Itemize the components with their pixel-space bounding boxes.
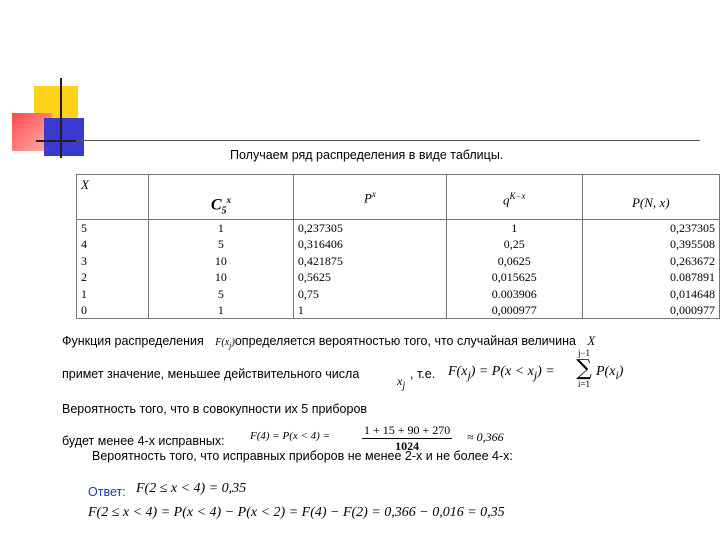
c-value: 5 bbox=[217, 286, 224, 301]
formula-xj bbox=[397, 374, 405, 391]
c-value: 10 bbox=[214, 253, 227, 268]
p-value: 0,237305 bbox=[297, 221, 343, 235]
answer-formula-full: F(2 ≤ x < 4) = P(x < 4) − P(x < 2) = F(4) − F(2) = 0,366 − 0,016 = 0,35 bbox=[88, 505, 505, 520]
distribution-table bbox=[76, 174, 720, 319]
c-value: 1 bbox=[217, 221, 224, 235]
table-body-row bbox=[77, 220, 720, 319]
table-header-row bbox=[77, 175, 720, 220]
q-value: 0.003906 bbox=[491, 286, 537, 301]
formula-part: F(x bbox=[215, 337, 230, 348]
x-value: 5 bbox=[81, 221, 87, 235]
sum-sign: ∑ bbox=[576, 356, 592, 381]
sum-upper-limit: j−1 bbox=[577, 348, 591, 358]
column-p-values bbox=[293, 220, 446, 319]
text-fragment: определяется вероятностью того, что случайная величина bbox=[234, 334, 576, 348]
formula-sum-term bbox=[596, 364, 623, 382]
p-value: 0,421875 bbox=[297, 253, 343, 268]
pn-value: 0,014648 bbox=[670, 286, 715, 301]
pn-value: 0,237305 bbox=[670, 221, 715, 235]
column-c-values bbox=[148, 220, 293, 319]
header-x-label: X bbox=[81, 177, 89, 192]
pn-value: 0,263672 bbox=[670, 253, 715, 268]
text-fragment-ie: , т.е. bbox=[410, 367, 436, 381]
formula-part: x bbox=[397, 374, 403, 388]
x-value: 3 bbox=[81, 253, 87, 268]
pn-value: 0.087891 bbox=[670, 270, 715, 285]
formula-part: P(x bbox=[596, 364, 616, 379]
formula-sub: j bbox=[533, 368, 538, 382]
text-fragment: примет значение, меньшее действительного числа bbox=[62, 367, 360, 381]
variable-x: X bbox=[587, 334, 596, 348]
q-value: 1 bbox=[511, 221, 518, 235]
q-value: 0,015625 bbox=[491, 270, 537, 285]
summation bbox=[572, 349, 596, 389]
decor-horizontal-line-thick bbox=[36, 140, 76, 142]
formula-sub: j bbox=[467, 368, 471, 382]
p-value: 0,75 bbox=[297, 286, 319, 301]
answer-label: Ответ: bbox=[88, 485, 126, 499]
c-value: 5 bbox=[217, 237, 224, 252]
formula-part: ) bbox=[231, 337, 235, 348]
p-value: 1 bbox=[297, 303, 304, 318]
pn-value: 0,395508 bbox=[670, 237, 715, 252]
text-line-less-than bbox=[62, 367, 359, 381]
p-value: 0,316406 bbox=[297, 237, 343, 252]
c-value: 1 bbox=[217, 303, 224, 318]
decor-blue-square bbox=[44, 118, 84, 156]
formula-sub: j bbox=[229, 341, 232, 350]
pn-value: 0,000977 bbox=[670, 303, 715, 318]
text-line-probability: Вероятность того, что в совокупности их 5 приборов bbox=[62, 402, 368, 416]
q-value: 0,000977 bbox=[491, 303, 537, 318]
fraction-denominator: 1024 bbox=[395, 439, 420, 453]
decor-horizontal-line bbox=[36, 140, 700, 141]
formula-part: ) bbox=[618, 364, 624, 379]
slide-title: Получаем ряд распределения в виде таблицы. bbox=[230, 148, 504, 162]
formula-sub: j bbox=[402, 380, 406, 392]
header-q-label: $q^{K-x}$ bbox=[502, 191, 526, 208]
header-c-label: $C_5^x$ bbox=[210, 195, 231, 217]
header-pn-label: P(N, x) bbox=[631, 195, 670, 210]
formula-f4: F(4) = P(x < 4) = bbox=[250, 430, 330, 442]
p-value: 0,5625 bbox=[297, 270, 331, 285]
decor-vertical-line bbox=[60, 78, 62, 158]
header-c bbox=[148, 175, 293, 220]
column-x-values bbox=[77, 220, 149, 319]
formula-sub: i bbox=[615, 368, 619, 382]
fraction-numerator: 1 + 15 + 90 + 270 bbox=[364, 423, 451, 437]
q-value: 0,25 bbox=[503, 237, 525, 252]
formula-part: ) = bbox=[537, 364, 555, 379]
formula-f4-result: ≈ 0,366 bbox=[467, 430, 504, 444]
header-p-label: $P^x$ bbox=[363, 189, 376, 206]
answer-formula-short: F(2 ≤ x < 4) = 0,35 bbox=[136, 481, 247, 496]
header-q bbox=[447, 175, 583, 220]
header-p bbox=[293, 175, 446, 220]
formula-part: F(x bbox=[448, 364, 468, 379]
text-line-distribution-function bbox=[62, 334, 595, 350]
x-value: 4 bbox=[81, 237, 87, 252]
formula-cdf-definition bbox=[448, 364, 555, 382]
column-pn-values bbox=[582, 220, 719, 319]
text-line-between: Вероятность того, что исправных приборов не менее 2-х и не более 4-х: bbox=[92, 449, 513, 463]
x-value: 0 bbox=[81, 303, 87, 318]
text-fragment: Функция распределения bbox=[62, 334, 204, 348]
formula-fxj bbox=[215, 337, 235, 348]
c-value: 10 bbox=[214, 270, 227, 285]
header-x bbox=[77, 175, 149, 220]
text-line-less-than-four: будет менее 4-х исправных: bbox=[62, 434, 225, 448]
x-value: 2 bbox=[81, 270, 87, 285]
header-pn bbox=[582, 175, 719, 220]
sum-lower-limit: i=1 bbox=[577, 379, 591, 389]
x-value: 1 bbox=[81, 286, 87, 301]
q-value: 0,0625 bbox=[497, 253, 531, 268]
formula-part: ) = P(x < x bbox=[470, 364, 534, 379]
column-q-values bbox=[447, 220, 583, 319]
